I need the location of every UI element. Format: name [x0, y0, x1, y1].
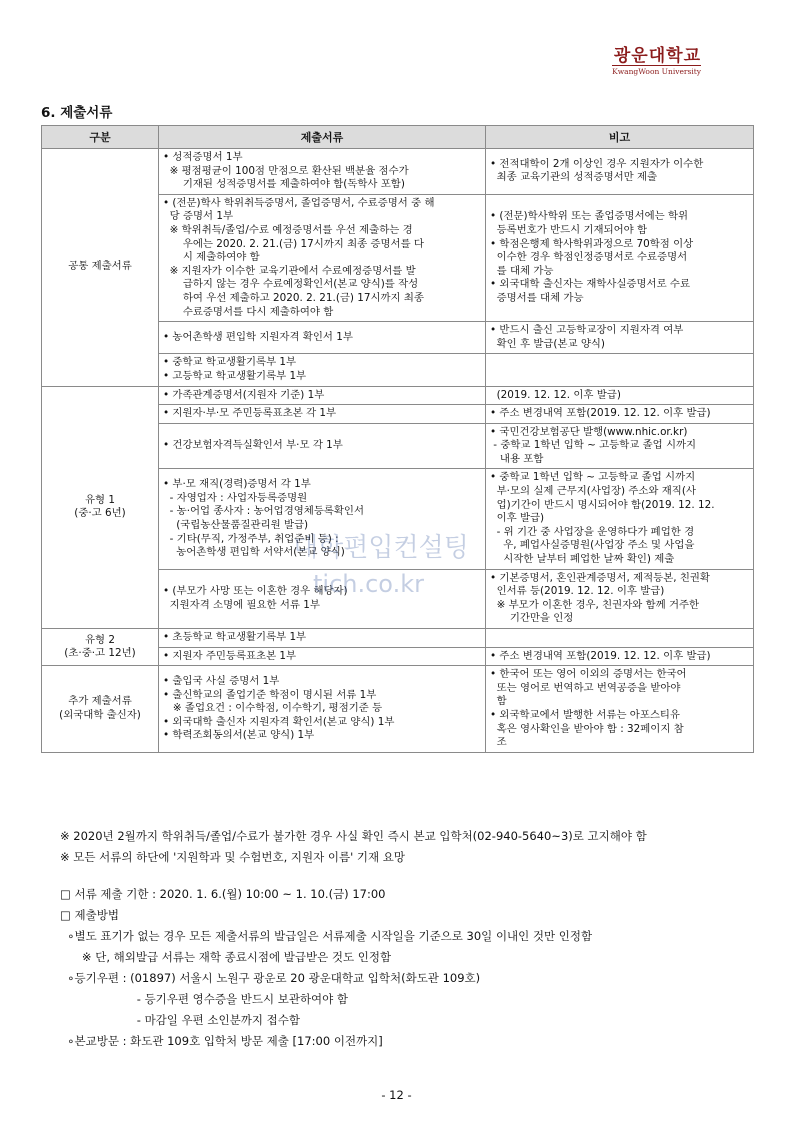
remarks-cell [486, 469, 754, 569]
document-line: ※ 지원자가 이수한 교육기관에서 수료예정증명서를 발 [163, 264, 416, 277]
section-title: 6. 제출서류 [41, 105, 113, 121]
page-number: - 12 - [381, 1088, 412, 1102]
category-label: (초·중·고 12년) [64, 647, 136, 660]
remark-line: • 국민건강보험공단 발행(www.nhic.or.kr) [490, 425, 688, 438]
submission-method-line: - 등기우편 영수증을 반드시 보관하여야 함 [60, 992, 349, 1006]
submission-info [60, 884, 592, 1052]
remark-line: 함 [490, 695, 507, 708]
document-line: • (부모가 사망 또는 이혼한 경우 해당자) [163, 585, 348, 598]
remark-line: 를 대체 가능 [490, 264, 554, 277]
remarks-cell [486, 666, 754, 753]
remark-line: • (전문)학사학위 또는 졸업증명서에는 학위 [490, 210, 689, 223]
remarks-cell [486, 423, 754, 469]
document-line: 시 제출하여야 함 [163, 251, 260, 264]
document-line: 기재된 성적증명서를 제출하여야 함(독학사 포함) [163, 178, 405, 191]
document-line: • 중학교 학교생활기록부 1부 [163, 356, 297, 369]
document-line: • 출입국 사실 증명서 1부 [163, 674, 280, 687]
document-line: 하여 우선 제출하고 2020. 2. 21.(금) 17시까지 최종 [163, 291, 424, 304]
remark-line: 이후 발급) [490, 512, 545, 525]
category-label: 추가 제출서류 [68, 695, 132, 708]
remark-line: • 반드시 출신 고등학교장이 지원자격 여부 [490, 324, 684, 337]
header-remarks: 비고 [486, 126, 754, 149]
submission-deadline: □ 서류 제출 기한 : 2020. 1. 6.(월) 10:00 ~ 1. 10.(금) 17:00 [60, 887, 386, 901]
category-label: (중·고 6년) [74, 507, 126, 520]
document-line: 당 증명서 1부 [163, 210, 234, 223]
document-line: • 초등학교 학교생활기록부 1부 [163, 631, 307, 643]
header-documents: 제출서류 [159, 126, 486, 149]
table-row [42, 629, 754, 648]
remark-line: 등록번호가 반드시 기재되어야 함 [490, 223, 648, 236]
document-line: (국립농산물품질관리원 발급) [163, 519, 309, 532]
documents-cell [159, 666, 486, 753]
remark-line: 시작한 날부터 폐업한 날짜 확인) 제출 [490, 553, 675, 566]
documents-cell [159, 194, 486, 321]
category-cell [42, 386, 159, 629]
remark-line: (2019. 12. 12. 이후 발급) [490, 388, 621, 401]
remarks-cell [486, 405, 754, 424]
document-line: 수료증명서를 다시 제출하여야 함 [163, 305, 334, 318]
remark-line: • 외국대학 출신자는 재학사실증명서로 수료 [490, 278, 691, 291]
category-cell [42, 149, 159, 387]
document-line: ※ 졸업요건 : 이수학점, 이수학기, 평점기준 등 [163, 702, 383, 715]
table-row [42, 666, 754, 753]
documents-cell [159, 423, 486, 469]
notes-block [60, 826, 647, 868]
documents-table [41, 125, 754, 753]
document-line: • 건강보험자격득실확인서 부·모 각 1부 [163, 439, 343, 452]
submission-method-line: ∘별도 표기가 없는 경우 모든 제출서류의 발급일은 서류제출 시작일을 기준으로 30일 이내인 것만 인정함 [60, 929, 593, 943]
documents-cell [159, 569, 486, 628]
remark-line: 이수한 경우 학점인정증명서로 수료증명서 [490, 251, 688, 264]
document-line: - 기타(무직, 가정주부, 취업준비 등) : [163, 532, 339, 545]
submission-method-line: ※ 단, 해외발급 서류는 재학 종료시점에 발급받은 것도 인정함 [60, 950, 392, 964]
remark-line: - 중학교 1학년 입학 ~ 고등학교 졸업 시까지 [490, 439, 697, 452]
remark-line: • 전적대학이 2개 이상인 경우 지원자가 이수한 [490, 157, 704, 170]
document-line: • 외국대학 출신자 지원자격 확인서(본교 양식) 1부 [163, 715, 395, 728]
documents-cell [159, 149, 486, 195]
category-label: 공통 제출서류 [68, 260, 132, 273]
remark-line: • 주소 변경내역 포함(2019. 12. 12. 이후 발급) [490, 407, 711, 420]
remark-line: 인서류 등(2019. 12. 12. 이후 발급) [490, 585, 665, 598]
document-line: • 출신학교의 졸업기준 학점이 명시된 서류 1부 [163, 688, 377, 701]
remark-line: 확인 후 발급(본교 양식) [490, 337, 605, 350]
remark-line: 또는 영어로 번역하고 번역공증을 받아야 [490, 681, 681, 694]
remarks-cell [486, 354, 754, 386]
documents-cell [159, 647, 486, 666]
remarks-cell [486, 322, 754, 354]
document-line: 우에는 2020. 2. 21.(금) 17시까지 최종 증명서를 다 [163, 237, 424, 250]
documents-cell [159, 629, 486, 648]
remark-line: • 주소 변경내역 포함(2019. 12. 12. 이후 발급) [490, 649, 711, 662]
table-header-row [42, 126, 754, 149]
category-label: 유형 2 [85, 633, 115, 646]
document-line: • (전문)학사 학위취득증명서, 졸업증명서, 수료증명서 중 해 [163, 196, 435, 209]
note-line: ※ 2020년 2월까지 학위취득/졸업/수료가 불가한 경우 사실 확인 즉시 본교 입학처(02-940-5640~3)로 고지해야 함 [60, 829, 647, 843]
watermark-text-url: tich.co.kr [313, 570, 424, 598]
remark-line: 업)기간이 반드시 명시되어야 함(2019. 12. 12. [490, 498, 715, 511]
documents-cell [159, 322, 486, 354]
remark-line: • 외국학교에서 발행한 서류는 아포스티유 [490, 708, 680, 721]
header-category: 구분 [42, 126, 159, 149]
watermark-text-korean: 대학편입컨설팅 [293, 533, 469, 563]
remarks-cell [486, 194, 754, 321]
remark-line: 부·모의 실제 근무지(사업장) 주소와 재직(사 [490, 485, 696, 498]
document-line: - 농·어업 종사자 : 농어업경영체등록확인서 [163, 505, 365, 518]
document-line: • 지원자 주민등록표초본 1부 [163, 649, 297, 662]
submission-method-line: ∘등기우편 : (01897) 서울시 노원구 광운로 20 광운대학교 입학처(화도관 109호) [60, 971, 481, 985]
university-logo [612, 47, 701, 76]
remarks-cell [486, 149, 754, 195]
document-line: • 부·모 재직(경력)증명서 각 1부 [163, 478, 311, 491]
remarks-cell [486, 386, 754, 405]
remark-line: 최종 교육기관의 성적증명서만 제출 [490, 171, 658, 184]
document-line: 농어촌학생 편입학 서약서(본교 양식) [163, 546, 345, 559]
documents-cell [159, 405, 486, 424]
remark-line: • 한국어 또는 영어 이외의 증명서는 한국어 [490, 668, 687, 681]
remarks-cell [486, 647, 754, 666]
remark-line: ※ 부모가 이혼한 경우, 친권자와 함께 거주한 [490, 598, 700, 611]
remark-line: 내용 포함 [490, 452, 544, 465]
document-line: ※ 평점평균이 100점 만점으로 환산된 백분율 점수가 [163, 164, 409, 177]
documents-table-body [42, 149, 754, 753]
document-line: • 농어촌학생 편입학 지원자격 확인서 1부 [163, 330, 353, 343]
remark-line: 조 [490, 736, 507, 749]
document-line: 지원자격 소명에 필요한 서류 1부 [163, 598, 320, 611]
category-cell [42, 629, 159, 666]
remark-line: 기간만을 인정 [490, 612, 574, 625]
submission-method-line: ∘본교방문 : 화도관 109호 입학처 방문 제출 [17:00 이전까지] [60, 1034, 383, 1048]
remark-line: 우, 폐업사실증명원(사업장 주소 및 사업을 [490, 539, 695, 552]
document-line: • 지원자·부·모 주민등록표초본 각 1부 [163, 407, 337, 420]
document-line: • 성적증명서 1부 [163, 151, 243, 163]
document-line: ※ 학위취득/졸업/수료 예정증명서를 우선 제출하는 경 [163, 223, 413, 236]
logo-english-name: KwangWoon University [612, 67, 701, 76]
category-label: (외국대학 출신자) [59, 708, 141, 721]
submission-method-title: □ 제출방법 [60, 908, 119, 922]
submission-method-line: - 마감일 우편 소인분까지 접수함 [60, 1013, 300, 1027]
remark-line: • 중학교 1학년 입학 ~ 고등학교 졸업 시까지 [490, 471, 696, 484]
remark-line: 혹은 영사확인을 받아야 함 : 32페이지 참 [490, 722, 684, 735]
category-cell [42, 666, 159, 753]
document-line: • 학력조회동의서(본교 양식) 1부 [163, 729, 315, 742]
note-line: ※ 모든 서류의 하단에 '지원학과 및 수험번호, 지원자 이름' 기재 요망 [60, 850, 406, 864]
documents-cell [159, 354, 486, 386]
table-row [42, 386, 754, 405]
document-line: - 자영업자 : 사업자등록증명원 [163, 491, 308, 504]
remark-line: 증명서를 대체 가능 [490, 291, 584, 304]
remark-line: • 학점은행제 학사학위과정으로 70학점 이상 [490, 237, 694, 250]
documents-cell [159, 469, 486, 569]
remark-line: - 위 기간 중 사업장을 운영하다가 폐업한 경 [490, 525, 695, 538]
document-line: • 고등학교 학교생활기록부 1부 [163, 369, 307, 382]
logo-korean-name: 광운대학교 [613, 46, 701, 66]
remarks-cell [486, 569, 754, 628]
table-row [42, 149, 754, 195]
remark-line: • 기본증명서, 혼인관계증명서, 제적등본, 친권확 [490, 571, 710, 584]
remarks-cell [486, 629, 754, 648]
document-line: • 가족관계증명서(지원자 기준) 1부 [163, 388, 325, 401]
category-label: 유형 1 [85, 493, 115, 506]
documents-cell [159, 386, 486, 405]
document-line: 급하지 않는 경우 수료예정확인서(본교 양식)를 작성 [163, 278, 419, 291]
